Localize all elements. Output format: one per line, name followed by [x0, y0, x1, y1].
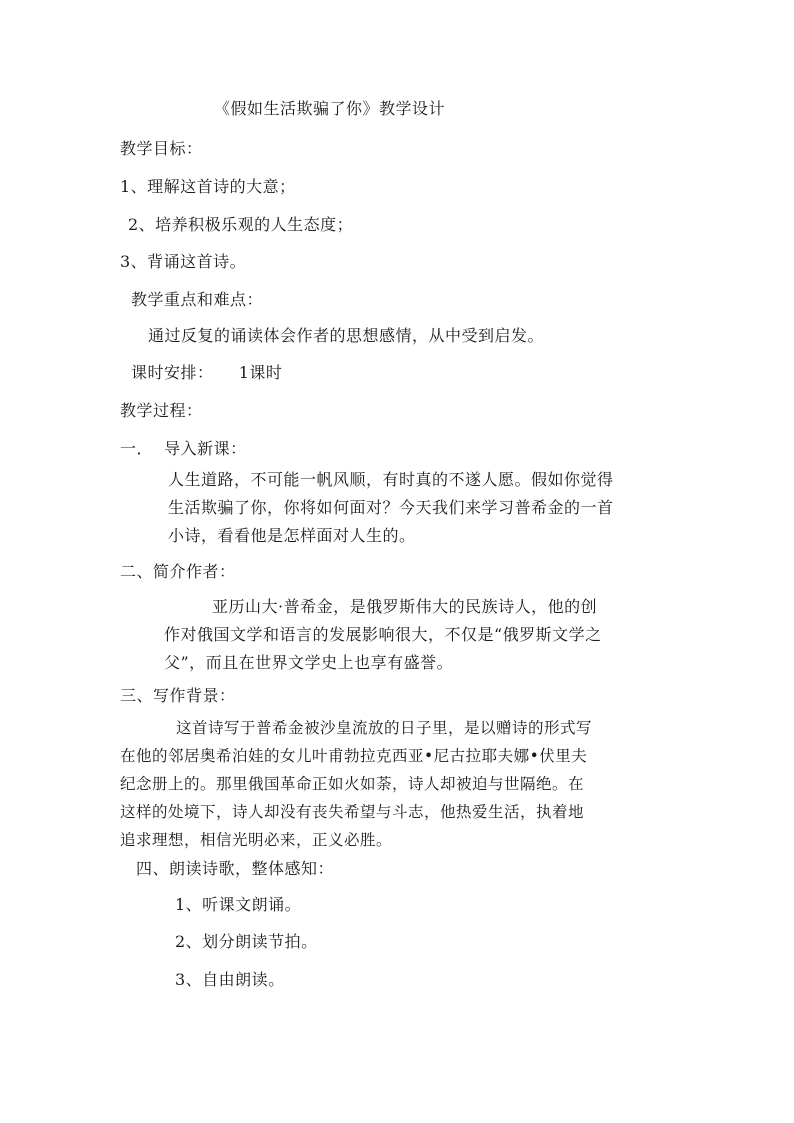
section-3-line: 纪念册上的。那里俄国革命正如火如荼，诗人却被迫与世隔绝。在 [120, 775, 585, 793]
section-4-heading: 四、朗读诗歌，整体感知： [136, 859, 335, 878]
schedule-value: 1课时 [238, 363, 283, 382]
schedule-label: 课时安排： [131, 363, 214, 382]
section-1-line: 人生道路，不可能一帆风顺，有时真的不遂人愿。假如你觉得 [168, 470, 614, 489]
section-4-item-2: 2、划分朗读节拍。 [175, 932, 318, 951]
section-3-heading: 三、写作背景： [120, 686, 236, 705]
section-1-line: 小诗，看看他是怎样面对人生的。 [168, 526, 416, 545]
key-points-heading: 教学重点和难点： [131, 290, 264, 309]
section-1-paragraph [168, 466, 614, 550]
schedule-line [131, 363, 282, 383]
section-3-line: 这首诗写于普希金被沙皇流放的日子里，是以赠诗的形式写 [176, 719, 593, 737]
document-title: 《假如生活欺骗了你》教学设计 [214, 99, 446, 118]
section-2-line: 作对俄国文学和语言的发展影响很大，不仅是“俄罗斯文学之 [164, 625, 602, 644]
section-2-heading: 二、简介作者： [120, 562, 236, 581]
section-1-line: 生活欺骗了你，你将如何面对？今天我们来学习普希金的一首 [168, 498, 614, 517]
section-3-paragraph [120, 714, 592, 854]
section-4-item-3: 3、自由朗读。 [175, 970, 285, 989]
goals-heading: 教学目标： [120, 139, 203, 158]
section-3-line: 追求理想，相信光明必来，正义必胜。 [120, 831, 393, 849]
process-heading: 教学过程： [120, 401, 203, 420]
key-points-text: 通过反复的诵读体会作者的思想感情，从中受到启发。 [148, 326, 545, 345]
section-3-line: 这样的处境下，诗人却没有丧失希望与斗志，他热爱生活，执着地 [120, 803, 585, 821]
section-2-paragraph [164, 593, 602, 677]
section-3-line: 在他的邻居奥希泊娃的女儿叶甫勃拉克西亚•尼古拉耶夫娜•伏里夫 [120, 747, 588, 765]
goal-item-2: 2、培养积极乐观的人生态度； [128, 215, 354, 234]
goal-item-3: 3、背诵这首诗。 [120, 252, 247, 271]
section-2-line: 父”，而且在世界文学史上也享有盛誉。 [164, 653, 454, 672]
section-1-heading: 一． 导入新课： [120, 439, 247, 458]
section-4-item-1: 1、听课文朗诵。 [175, 895, 302, 914]
goal-item-1: 1、理解这首诗的大意； [120, 177, 296, 196]
section-2-line: 亚历山大·普希金，是俄罗斯伟大的民族诗人，他的创 [212, 597, 598, 616]
